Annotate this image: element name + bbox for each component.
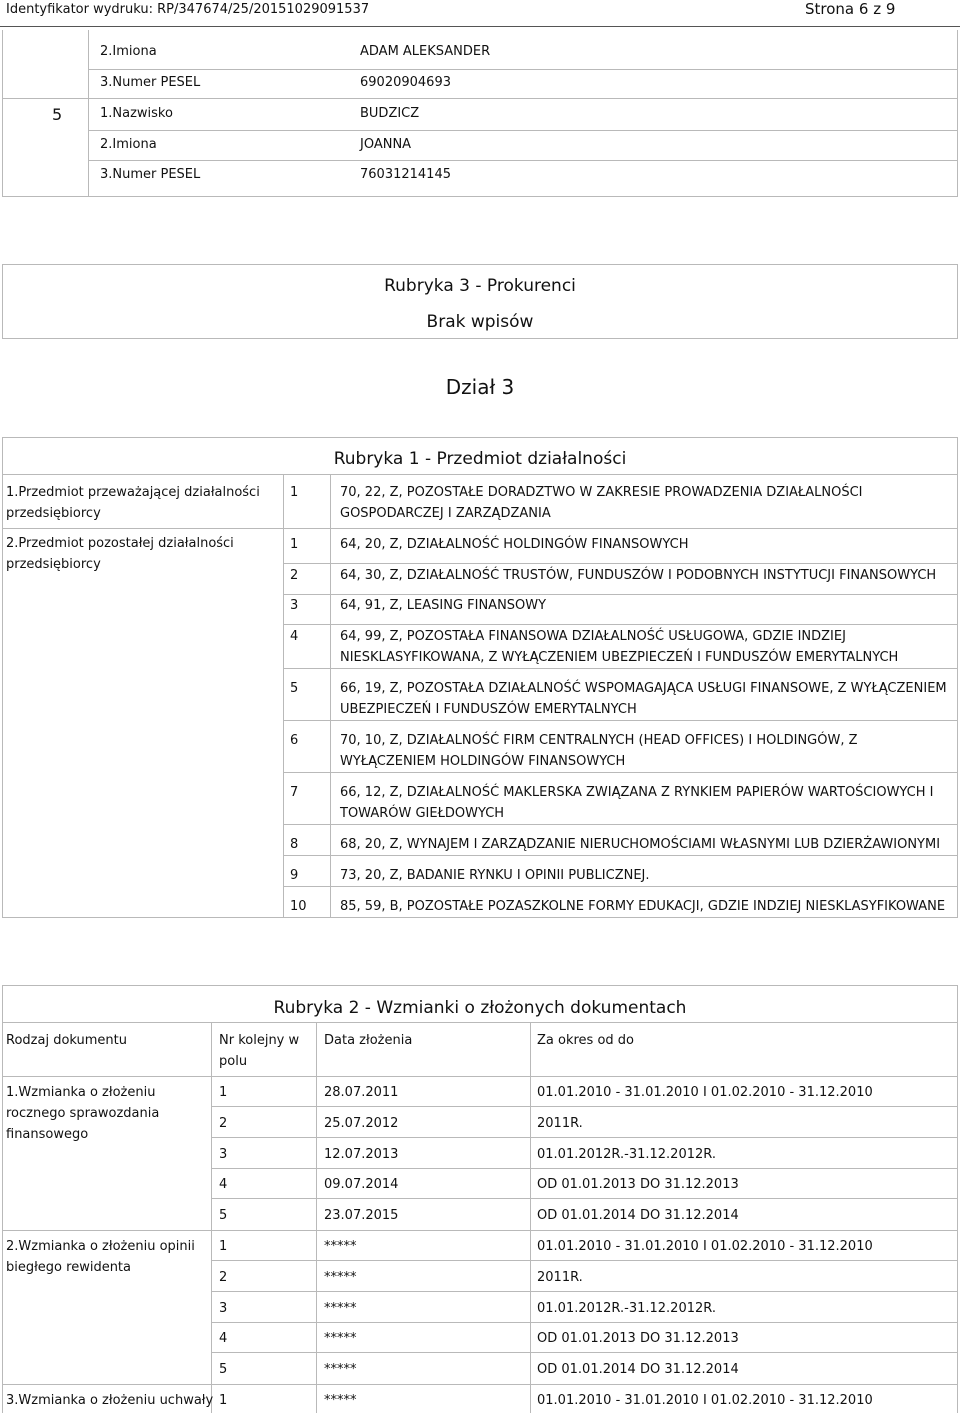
- rubryka1-title: Rubryka 1 - Przedmiot działalności: [333, 449, 627, 469]
- activity-desc: 64, 91, Z, LEASING FINANSOWY: [340, 598, 547, 613]
- prokurenci-empty: Brak wpisów: [426, 312, 534, 332]
- entry-no: 1: [219, 1393, 228, 1408]
- document-type-label: biegłego rewidenta: [6, 1260, 131, 1275]
- filing-date: 12.07.2013: [324, 1147, 399, 1162]
- row-divider: [283, 824, 958, 825]
- entry-no: 1: [219, 1239, 228, 1254]
- row-divider: [283, 772, 958, 773]
- period-value: 01.01.2010 - 31.01.2010 I 01.02.2010 - 31.12.2010: [537, 1085, 873, 1100]
- first-name-label: 2.Imiona: [100, 137, 157, 152]
- row-divider: [211, 1137, 958, 1138]
- document-type-label: rocznego sprawozdania: [6, 1106, 160, 1121]
- activity-no: 3: [290, 598, 299, 613]
- activity-desc: 64, 20, Z, DZIAŁALNOŚĆ HOLDINGÓW FINANSOWYCH: [340, 537, 689, 552]
- activity-desc: 64, 99, Z, POZOSTAŁA FINANSOWA DZIAŁALNOŚĆ USŁUGOWA, GDZIE INDZIEJ: [340, 629, 846, 644]
- row-divider: [211, 1352, 958, 1353]
- col-entry-no-cont: polu: [219, 1054, 248, 1069]
- row-divider: [211, 1322, 958, 1323]
- activity-no: 1: [290, 537, 299, 552]
- rubryka2-title: Rubryka 2 - Wzmianki o złożonych dokumentach: [273, 998, 687, 1018]
- period-value: OD 01.01.2014 DO 31.12.2014: [537, 1362, 739, 1377]
- col-document-type: Rodzaj dokumentu: [6, 1033, 127, 1048]
- group-divider: [2, 1076, 958, 1077]
- period-value: 2011R.: [537, 1116, 583, 1131]
- first-name-value: JOANNA: [360, 137, 412, 152]
- first-name-value: ADAM ALEKSANDER: [360, 44, 491, 59]
- activity-no: 5: [290, 681, 299, 696]
- row-divider: [211, 1106, 958, 1107]
- main-activity-desc-cont: GOSPODARCZEJ I ZARZĄDZANIA: [340, 506, 551, 521]
- activity-no: 9: [290, 868, 299, 883]
- activity-no: 7: [290, 785, 299, 800]
- main-activity-label-cont: przedsiębiorcy: [6, 506, 101, 521]
- pesel-label: 3.Numer PESEL: [100, 167, 201, 182]
- row-divider: [211, 1260, 958, 1261]
- row-divider: [283, 624, 958, 625]
- period-value: OD 01.01.2014 DO 31.12.2014: [537, 1208, 739, 1223]
- activity-desc: 66, 12, Z, DZIAŁALNOŚĆ MAKLERSKA ZWIĄZANA Z RYNKIEM PAPIERÓW WARTOŚCIOWYCH I: [340, 785, 934, 800]
- main-activity-label: 1.Przedmiot przeważającej działalności: [6, 485, 260, 500]
- entry-no: 2: [219, 1116, 228, 1131]
- activity-desc-cont: UBEZPIECZEŃ I FUNDUSZÓW EMERYTALNYCH: [340, 702, 637, 717]
- period-value: 01.01.2012R.-31.12.2012R.: [537, 1147, 716, 1162]
- row-divider: [283, 668, 958, 669]
- row-divider: [283, 563, 958, 564]
- activity-desc: 66, 19, Z, POZOSTAŁA DZIAŁALNOŚĆ WSPOMAGAJĄCA USŁUGI FINANSOWE, Z WYŁĄCZENIEM: [340, 681, 947, 696]
- period-value: 01.01.2012R.-31.12.2012R.: [537, 1301, 716, 1316]
- period-value: OD 01.01.2013 DO 31.12.2013: [537, 1177, 739, 1192]
- activity-no: 6: [290, 733, 299, 748]
- pesel-value: 69020904693: [360, 75, 451, 90]
- pesel-value: 76031214145: [360, 167, 451, 182]
- activity-no: 8: [290, 837, 299, 852]
- group-divider: [2, 1384, 958, 1385]
- filing-date: *****: [324, 1331, 357, 1346]
- row-divider: [283, 720, 958, 721]
- activity-desc: 64, 30, Z, DZIAŁALNOŚĆ TRUSTÓW, FUNDUSZÓW I PODOBNYCH INSTYTUCJI FINANSOWYCH: [340, 568, 937, 583]
- document-type-label: 3.Wzmianka o złożeniu uchwały: [6, 1393, 214, 1408]
- print-identifier: Identyfikator wydruku: RP/347674/25/20151029091537: [6, 2, 370, 17]
- entry-no: 1: [219, 1085, 228, 1100]
- activity-desc: 68, 20, Z, WYNAJEM I ZARZĄDZANIE NIERUCHOMOŚCIAMI WŁASNYMI LUB DZIERŻAWIONYMI: [340, 837, 941, 852]
- header-divider: [0, 26, 960, 27]
- activity-desc-cont: TOWARÓW GIEŁDOWYCH: [340, 806, 505, 821]
- filing-date: 28.07.2011: [324, 1085, 399, 1100]
- activity-desc: 85, 59, B, POZOSTAŁE POZASZKOLNE FORMY EDUKACJI, GDZIE INDZIEJ NIESKLASYFIKOWANE: [340, 899, 946, 914]
- row-divider: [211, 1291, 958, 1292]
- col-period: Za okres od do: [537, 1033, 634, 1048]
- activity-desc-cont: NIESKLASYFIKOWANA, Z WYŁĄCZENIEM UBEZPIECZEŃ I FUNDUSZÓW EMERYTALNYCH: [340, 650, 899, 665]
- filing-date: 25.07.2012: [324, 1116, 399, 1131]
- activity-no: 2: [290, 568, 299, 583]
- surname-label: 1.Nazwisko: [100, 106, 173, 121]
- document-type-label: 1.Wzmianka o złożeniu: [6, 1085, 156, 1100]
- entry-no: 2: [219, 1270, 228, 1285]
- filing-date: *****: [324, 1362, 357, 1377]
- filing-date: *****: [324, 1301, 357, 1316]
- person-entry-number: 5: [52, 105, 63, 124]
- row-divider: [211, 1198, 958, 1199]
- document-type-label: finansowego: [6, 1127, 89, 1142]
- other-activity-label-cont: przedsiębiorcy: [6, 557, 101, 572]
- period-value: OD 01.01.2013 DO 31.12.2013: [537, 1331, 739, 1346]
- row-divider: [283, 855, 958, 856]
- main-activity-desc: 70, 22, Z, POZOSTAŁE DORADZTWO W ZAKRESIE PROWADZENIA DZIAŁALNOŚCI: [340, 485, 863, 500]
- section-title: Dział 3: [445, 375, 515, 399]
- entry-no: 5: [219, 1362, 228, 1377]
- period-value: 01.01.2010 - 31.01.2010 I 01.02.2010 - 31.12.2010: [537, 1393, 873, 1408]
- activity-no: 4: [290, 629, 299, 644]
- period-value: 01.01.2010 - 31.01.2010 I 01.02.2010 - 31.12.2010: [537, 1239, 873, 1254]
- other-activity-label: 2.Przedmiot pozostałej działalności: [6, 536, 234, 551]
- entry-no: 4: [219, 1177, 228, 1192]
- filing-date: *****: [324, 1393, 357, 1408]
- document-type-label: 2.Wzmianka o złożeniu opinii: [6, 1239, 195, 1254]
- prokurenci-title: Rubryka 3 - Prokurenci: [384, 276, 576, 296]
- activity-desc: 73, 20, Z, BADANIE RYNKU I OPINII PUBLICZNEJ.: [340, 868, 650, 883]
- pesel-label: 3.Numer PESEL: [100, 75, 201, 90]
- col-entry-no: Nr kolejny w: [219, 1033, 300, 1048]
- group-divider: [2, 1230, 958, 1231]
- activity-desc: 70, 10, Z, DZIAŁALNOŚĆ FIRM CENTRALNYCH (HEAD OFFICES) I HOLDINGÓW, Z: [340, 733, 858, 748]
- page-number: Strona 6 z 9: [805, 0, 896, 18]
- entry-no: 4: [219, 1331, 228, 1346]
- filing-date: *****: [324, 1239, 357, 1254]
- entry-no: 3: [219, 1301, 228, 1316]
- filing-date: 09.07.2014: [324, 1177, 399, 1192]
- activity-desc-cont: WYŁĄCZENIEM HOLDINGÓW FINANSOWYCH: [340, 754, 626, 769]
- filing-date: *****: [324, 1270, 357, 1285]
- activity-no: 10: [290, 899, 307, 914]
- entry-no: 5: [219, 1208, 228, 1223]
- entry-no: 3: [219, 1147, 228, 1162]
- row-divider: [211, 1168, 958, 1169]
- period-value: 2011R.: [537, 1270, 583, 1285]
- surname-value: BUDZICZ: [360, 106, 420, 121]
- filing-date: 23.07.2015: [324, 1208, 399, 1223]
- first-name-label: 2.Imiona: [100, 44, 157, 59]
- col-filing-date: Data złożenia: [324, 1033, 413, 1048]
- main-activity-no: 1: [290, 485, 299, 500]
- row-divider: [283, 886, 958, 887]
